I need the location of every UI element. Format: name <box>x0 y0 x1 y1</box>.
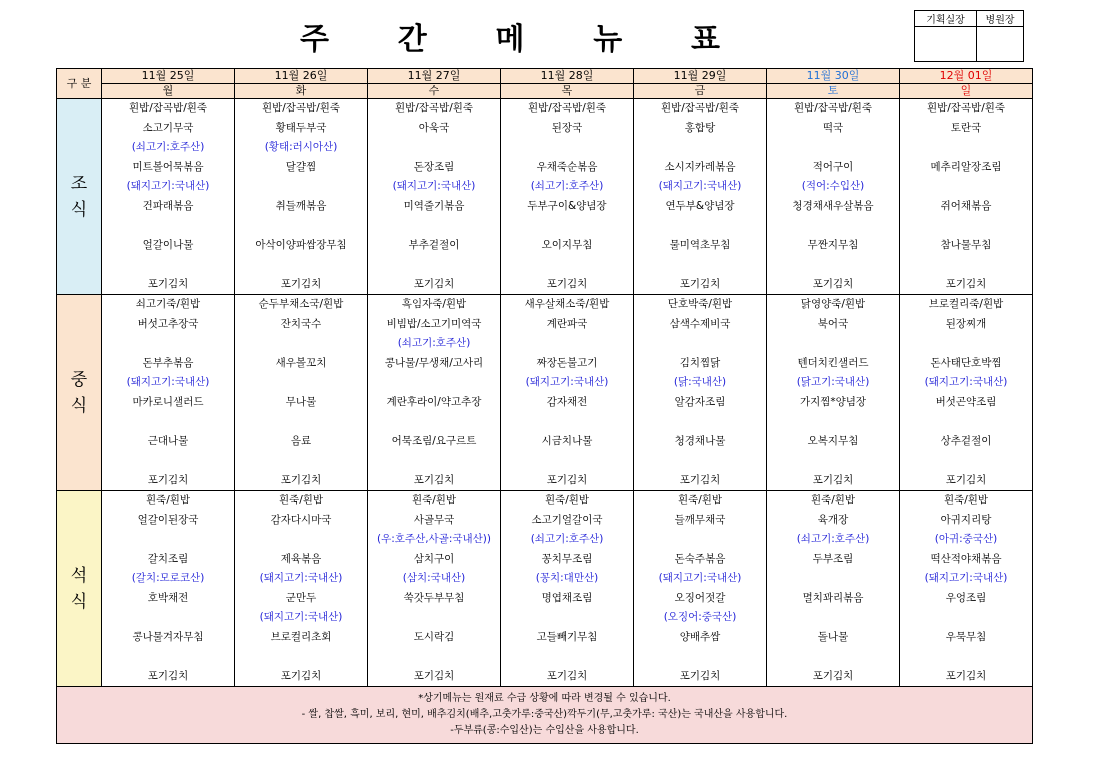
menu-item <box>368 255 500 275</box>
date-row <box>57 69 1033 84</box>
menu-item: 군만두 <box>285 591 317 604</box>
menu-item: 김치찜닭 <box>679 356 721 369</box>
origin-note: (우:호주산,사골:국내산)) <box>377 533 491 545</box>
dinner-day-cell <box>235 491 368 687</box>
origin-note: (돼지고기:국내산) <box>658 180 742 192</box>
menu-item: 포기김치 <box>679 669 721 682</box>
menu-item <box>634 451 766 471</box>
menu-item: 갈치조림 <box>147 552 189 565</box>
origin-note: (돼지고기:국내산) <box>126 376 210 388</box>
menu-item: 포기김치 <box>280 277 322 290</box>
dinner-day-cell <box>634 491 767 687</box>
menu-item: 포기김치 <box>147 473 189 486</box>
weekday-fri: 금 <box>634 84 767 99</box>
menu-item: 닭영양죽/흰밥 <box>800 298 866 310</box>
menu-item: 오이지무침 <box>541 238 593 251</box>
menu-item <box>900 647 1032 667</box>
menu-item <box>900 334 1032 354</box>
menu-item: 떡산적야채볶음 <box>930 552 1002 565</box>
menu-item: 된장찌개 <box>945 317 987 330</box>
menu-item: 양배추쌈 <box>679 630 721 643</box>
menu-item <box>501 608 633 628</box>
menu-item: 무나물 <box>285 395 317 408</box>
lunch-day-cell <box>767 295 900 491</box>
weekday-mon: 월 <box>102 84 235 99</box>
dinner-day-cell <box>767 491 900 687</box>
menu-item: 육개장 <box>817 513 849 526</box>
menu-item: 도시락김 <box>413 630 455 643</box>
menu-item: 쥐어채볶음 <box>940 199 992 212</box>
notes <box>57 687 1033 744</box>
date-wed: 11월 27일 <box>368 69 501 84</box>
menu-item <box>235 530 367 550</box>
title-char: 메 <box>495 22 525 57</box>
meal-label-char: 식 <box>70 395 88 416</box>
menu-item <box>368 647 500 667</box>
menu-item: 버섯고추장국 <box>137 317 199 330</box>
menu-item: 포기김치 <box>812 669 854 682</box>
menu-item: 포기김치 <box>413 473 455 486</box>
date-tue: 11월 26일 <box>235 69 368 84</box>
gubun-header: 구 분 <box>57 69 102 99</box>
menu-item: 흰죽/흰밥 <box>677 494 723 506</box>
menu-item: 포기김치 <box>812 277 854 290</box>
menu-item: 흰죽/흰밥 <box>411 494 457 506</box>
menu-item: 고들빼기무침 <box>536 630 598 643</box>
lunch-day-cell <box>235 295 368 491</box>
origin-note: (돼지고기:국내산) <box>924 572 1008 584</box>
menu-item: 포기김치 <box>413 669 455 682</box>
menu-item <box>501 647 633 667</box>
menu-item: 돈숙주볶음 <box>674 552 726 565</box>
menu-item <box>368 138 500 158</box>
menu-item: 부추겉절이 <box>408 238 460 251</box>
menu-item: 짜장돈불고기 <box>536 356 598 369</box>
date-fri: 11월 29일 <box>634 69 767 84</box>
menu-item: 홍합탕 <box>684 121 716 134</box>
menu-item: 흰밥/잡곡밥/흰죽 <box>261 102 341 114</box>
menu-item: 브로컬리초회 <box>270 630 332 643</box>
menu-item <box>767 412 899 432</box>
menu-item <box>501 334 633 354</box>
menu-item: 근대나물 <box>147 434 189 447</box>
menu-item: 물미역초무침 <box>669 238 731 251</box>
lunch-label <box>57 295 102 491</box>
note-line: *상기메뉴는 원재료 수급 상황에 따라 변경될 수 있습니다. <box>418 693 671 704</box>
menu-item: 들깨무채국 <box>674 513 726 526</box>
approval-hospital-director: 병원장 <box>977 11 1024 27</box>
weekday-wed: 수 <box>368 84 501 99</box>
menu-item: 음료 <box>290 434 312 447</box>
note-line: -두부류(콩:수입산)는 수입산을 사용합니다. <box>450 725 639 736</box>
menu-item <box>235 451 367 471</box>
menu-item: 흰죽/흰밥 <box>544 494 590 506</box>
menu-item: 아욱국 <box>418 121 450 134</box>
menu-item: 우채죽순볶음 <box>536 160 598 173</box>
menu-item <box>102 451 234 471</box>
menu-item: 순두부채소국/흰밥 <box>258 298 344 310</box>
menu-item: 두부구이&양념장 <box>527 199 607 212</box>
menu-item: 우묵무침 <box>945 630 987 643</box>
dinner-day-cell <box>501 491 634 687</box>
menu-item: 소시지카레볶음 <box>664 160 736 173</box>
origin-note: (돼지고기:국내산) <box>259 611 343 623</box>
menu-item <box>900 138 1032 158</box>
menu-item: 돈부추볶음 <box>142 356 194 369</box>
approval-sign-slot <box>915 27 977 62</box>
menu-item <box>102 608 234 628</box>
title-char: 주 <box>300 22 329 57</box>
menu-item: 상추겉절이 <box>940 434 992 447</box>
origin-note: (황태:러시아산) <box>264 141 338 153</box>
menu-item: 오복지무침 <box>807 434 859 447</box>
lunch-day-cell <box>900 295 1033 491</box>
menu-item: 비빔밥/소고기미역국 <box>386 317 482 330</box>
menu-item: 흰죽/흰밥 <box>145 494 191 506</box>
origin-note: (쇠고기:호주산) <box>397 337 471 349</box>
origin-note: (쇠고기:호주산) <box>530 180 604 192</box>
menu-item: 제육볶음 <box>280 552 322 565</box>
menu-item: 흰밥/잡곡밥/흰죽 <box>926 102 1006 114</box>
menu-item <box>501 255 633 275</box>
menu-item <box>767 255 899 275</box>
menu-item <box>102 216 234 236</box>
menu-item: 적어구이 <box>812 160 854 173</box>
menu-item: 알감자조림 <box>674 395 726 408</box>
menu-item: 포기김치 <box>280 473 322 486</box>
menu-item: 돈장조림 <box>413 160 455 173</box>
menu-item: 포기김치 <box>546 473 588 486</box>
weekday-thu: 목 <box>501 84 634 99</box>
menu-item: 포기김치 <box>413 277 455 290</box>
menu-item: 미역줄기볶음 <box>403 199 465 212</box>
menu-item: 명엽채조림 <box>541 591 593 604</box>
menu-item: 포기김치 <box>546 669 588 682</box>
menu-item <box>501 412 633 432</box>
menu-item <box>501 451 633 471</box>
origin-note: (돼지고기:국내산) <box>525 376 609 388</box>
menu-item: 포기김치 <box>945 669 987 682</box>
menu-item: 북어국 <box>817 317 849 330</box>
menu-item: 호박채전 <box>147 591 189 604</box>
meal-body <box>57 99 1033 687</box>
menu-item: 돈사태단호박찜 <box>930 356 1002 369</box>
menu-item <box>102 334 234 354</box>
breakfast-day-cell <box>501 99 634 295</box>
breakfast-day-cell <box>102 99 235 295</box>
menu-item: 흰죽/흰밥 <box>943 494 989 506</box>
title-char: 뉴 <box>593 22 623 57</box>
lunch-day-cell <box>102 295 235 491</box>
date-sat: 11월 30일 <box>767 69 900 84</box>
menu-item <box>767 647 899 667</box>
meal-label-char: 중 <box>70 369 88 390</box>
menu-item: 흰밥/잡곡밥/흰죽 <box>660 102 740 114</box>
lunch-day-cell <box>501 295 634 491</box>
approval-sign-slot <box>977 27 1024 62</box>
lunch-day-cell <box>634 295 767 491</box>
menu-item <box>767 608 899 628</box>
origin-note: (돼지고기:국내산) <box>259 572 343 584</box>
menu-item: 달걀찜 <box>285 160 317 173</box>
approval-box <box>914 10 1024 62</box>
origin-note: (돼지고기:국내산) <box>658 572 742 584</box>
menu-item: 콩나물겨자무침 <box>132 630 204 643</box>
menu-item: 돌나물 <box>817 630 849 643</box>
menu-item <box>102 412 234 432</box>
menu-item: 연두부&양념장 <box>665 199 735 212</box>
origin-note: (쇠고기:호주산) <box>796 533 870 545</box>
menu-item <box>102 530 234 550</box>
menu-item: 포기김치 <box>679 473 721 486</box>
dinner-label <box>57 491 102 687</box>
origin-note: (쇠고기:호주산) <box>530 533 604 545</box>
weekday-row <box>57 84 1033 99</box>
menu-item: 취들깨볶음 <box>275 199 327 212</box>
menu-item: 우엉조림 <box>945 591 987 604</box>
menu-item <box>235 334 367 354</box>
weekday-tue: 화 <box>235 84 368 99</box>
lunch-row <box>57 295 1033 491</box>
menu-item <box>368 451 500 471</box>
menu-item: 포기김치 <box>679 277 721 290</box>
menu-item: 삼치구이 <box>413 552 455 565</box>
meal-label-char: 조 <box>70 173 88 194</box>
menu-item <box>900 451 1032 471</box>
menu-item: 포기김치 <box>147 669 189 682</box>
title-char: 표 <box>691 22 720 57</box>
menu-item <box>368 216 500 236</box>
breakfast-day-cell <box>235 99 368 295</box>
origin-note: (삼치:국내산) <box>402 572 466 584</box>
menu-item <box>501 138 633 158</box>
menu-item: 감자다시마국 <box>270 513 332 526</box>
menu-item: 버섯곤약조림 <box>935 395 997 408</box>
origin-note: (쇠고기:호주산) <box>131 141 205 153</box>
breakfast-label <box>57 99 102 295</box>
menu-item: 얼갈이된장국 <box>137 513 199 526</box>
weekday-sat: 토 <box>767 84 900 99</box>
menu-item <box>767 334 899 354</box>
menu-item <box>634 216 766 236</box>
menu-item <box>634 647 766 667</box>
breakfast-day-cell <box>368 99 501 295</box>
page-title <box>300 14 720 58</box>
menu-item <box>235 373 367 393</box>
menu-item: 무짠지무침 <box>807 238 859 251</box>
menu-item: 흰밥/잡곡밥/흰죽 <box>527 102 607 114</box>
menu-item <box>767 451 899 471</box>
menu-item: 얼갈이나물 <box>142 238 194 251</box>
dinner-day-cell <box>368 491 501 687</box>
origin-note: (닭고기:국내산) <box>796 376 870 388</box>
menu-item: 콩나물/무생채/고사리 <box>384 356 484 369</box>
menu-item: 흑임자죽/흰밥 <box>401 298 467 310</box>
menu-item: 포기김치 <box>147 277 189 290</box>
menu-item: 흰밥/잡곡밥/흰죽 <box>793 102 873 114</box>
menu-item: 흰밥/잡곡밥/흰죽 <box>128 102 208 114</box>
origin-note: (돼지고기:국내산) <box>924 376 1008 388</box>
menu-item: 계란파국 <box>546 317 588 330</box>
menu-item: 미트볼어묵볶음 <box>132 160 204 173</box>
menu-item: 포기김치 <box>945 473 987 486</box>
menu-item: 포기김치 <box>280 669 322 682</box>
menu-item: 메추리알장조림 <box>930 160 1002 173</box>
menu-item: 시금치나물 <box>541 434 593 447</box>
menu-item: 참나물무침 <box>940 238 992 251</box>
menu-item: 쇠고기죽/흰밥 <box>135 298 201 310</box>
menu-item: 건파래볶음 <box>142 199 194 212</box>
menu-item <box>235 647 367 667</box>
menu-item: 멸치꽈리볶음 <box>802 591 864 604</box>
dinner-day-cell <box>102 491 235 687</box>
menu-item: 마카로니샐러드 <box>132 395 204 408</box>
menu-item: 아귀지리탕 <box>940 513 992 526</box>
origin-note: (돼지고기:국내산) <box>392 180 476 192</box>
menu-item: 삼색수제비국 <box>669 317 731 330</box>
menu-item: 오징어젓갈 <box>674 591 726 604</box>
menu-item <box>634 334 766 354</box>
menu-item: 새우살채소죽/흰밥 <box>524 298 610 310</box>
menu-item <box>235 412 367 432</box>
origin-note: (오징어:중국산) <box>663 611 737 623</box>
menu-item <box>102 255 234 275</box>
weekday-sun: 일 <box>900 84 1033 99</box>
menu-item <box>767 216 899 236</box>
menu-item <box>634 412 766 432</box>
dinner-day-cell <box>900 491 1033 687</box>
approval-planning-director: 기획실장 <box>915 11 977 27</box>
note-line: - 쌀, 찹쌀, 흑미, 보리, 현미, 배추김치(배추,고춧가루:중국산)깍두기(무,고춧가루: 국산)는 국내산을 사용합니다. <box>301 709 788 720</box>
lunch-day-cell <box>368 295 501 491</box>
menu-item <box>235 255 367 275</box>
menu-item: 새우볼꼬치 <box>275 356 327 369</box>
menu-item: 떡국 <box>822 121 844 134</box>
menu-item <box>235 177 367 197</box>
origin-note: (돼지고기:국내산) <box>126 180 210 192</box>
breakfast-day-cell <box>634 99 767 295</box>
menu-item: 쑥갓두부무침 <box>403 591 465 604</box>
menu-item: 두부조림 <box>812 552 854 565</box>
dinner-row <box>57 491 1033 687</box>
menu-item: 계란후라이/약고추장 <box>386 395 482 408</box>
breakfast-row <box>57 99 1033 295</box>
menu-item <box>102 647 234 667</box>
menu-item: 포기김치 <box>546 277 588 290</box>
menu-item <box>235 216 367 236</box>
origin-note: (닭:국내산) <box>673 376 727 388</box>
menu-item <box>900 177 1032 197</box>
menu-item <box>900 608 1032 628</box>
menu-item <box>368 412 500 432</box>
menu-item: 흰밥/잡곡밥/흰죽 <box>394 102 474 114</box>
origin-note: (적어:수입산) <box>801 180 865 192</box>
menu-item: 흰죽/흰밥 <box>810 494 856 506</box>
menu-item <box>634 530 766 550</box>
menu-item: 브로컬리죽/흰밥 <box>928 298 1004 310</box>
menu-item: 잔치국수 <box>280 317 322 330</box>
menu-item: 흰죽/흰밥 <box>278 494 324 506</box>
notes-row <box>57 687 1033 744</box>
menu-item: 단호박죽/흰밥 <box>667 298 733 310</box>
menu-item <box>767 569 899 589</box>
menu-item: 된장국 <box>551 121 583 134</box>
menu-item <box>900 255 1032 275</box>
breakfast-day-cell <box>900 99 1033 295</box>
title-char: 간 <box>397 22 427 57</box>
menu-item: 가지찜*양념장 <box>799 395 867 408</box>
menu-item <box>767 138 899 158</box>
menu-item: 소고기얼갈이국 <box>531 513 603 526</box>
meal-label-char: 석 <box>70 565 88 586</box>
menu-item: 어묵조림/요구르트 <box>391 434 477 447</box>
date-sun: 12월 01일 <box>900 69 1033 84</box>
menu-item: 사골무국 <box>413 513 455 526</box>
menu-item <box>634 138 766 158</box>
menu-item <box>368 373 500 393</box>
meal-label-char: 식 <box>70 199 88 220</box>
menu-item: 아삭이양파쌈장무침 <box>255 238 347 251</box>
menu-item <box>634 255 766 275</box>
menu-item <box>900 216 1032 236</box>
menu-item: 청경채새우살볶음 <box>792 199 874 212</box>
menu-item: 청경채나물 <box>674 434 726 447</box>
menu-item: 포기김치 <box>812 473 854 486</box>
menu-item: 토란국 <box>950 121 982 134</box>
breakfast-day-cell <box>767 99 900 295</box>
menu-item: 꽁치무조림 <box>541 552 593 565</box>
origin-note: (갈치:모로코산) <box>131 572 205 584</box>
origin-note: (꽁치:대만산) <box>535 572 599 584</box>
meal-label-char: 식 <box>70 591 88 612</box>
date-thu: 11월 28일 <box>501 69 634 84</box>
menu-item <box>368 608 500 628</box>
menu-item: 소고기무국 <box>142 121 194 134</box>
menu-item: 감자채전 <box>546 395 588 408</box>
weekly-menu-table <box>56 68 1033 744</box>
menu-item <box>900 412 1032 432</box>
menu-item <box>501 216 633 236</box>
date-mon: 11월 25일 <box>102 69 235 84</box>
menu-item: 황태두부국 <box>275 121 327 134</box>
menu-item: 포기김치 <box>945 277 987 290</box>
origin-note: (아귀:중국산) <box>934 533 998 545</box>
menu-item: 텐더치킨샐러드 <box>797 356 869 369</box>
